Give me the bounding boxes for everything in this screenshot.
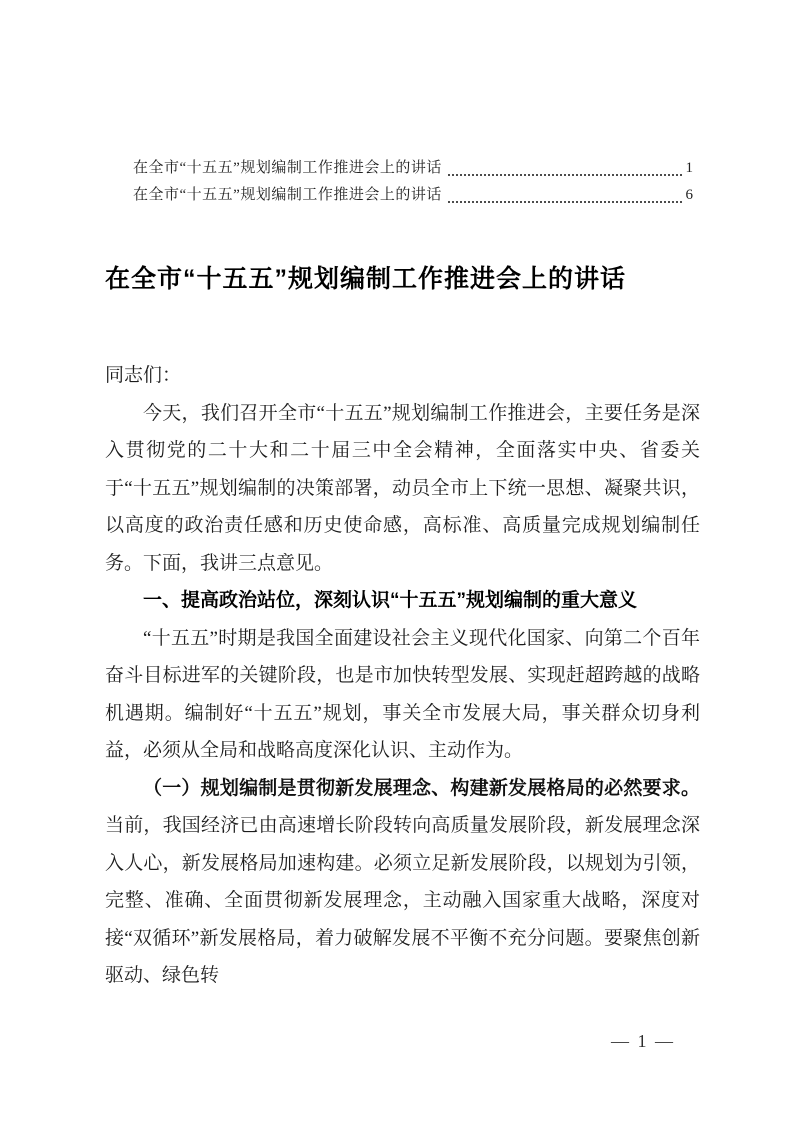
section-heading: 一、提高政治站位，深刻认识“十五五”规划编制的重大意义 [143,590,638,611]
document-title: 在全市“十五五”规划编制工作推进会上的讲话 [105,265,627,293]
toc-entry[interactable] [133,182,693,209]
subsection-lead: （一）规划编制是贯彻新发展理念、构建新发展格局的必然要求。 [143,777,700,799]
table-of-contents [133,155,693,209]
toc-entry-page-number: 1 [685,160,693,176]
subsection-paragraph [105,770,700,995]
toc-dot-leader [448,201,682,203]
toc-entry-title: 在全市“十五五”规划编制工作推进会上的讲话 [133,160,442,176]
toc-entry-page-number: 6 [685,187,693,203]
section-paragraph: “十五五”时期是我国全面建设社会主义现代化国家、向第二个百年奋斗目标进军的关键阶段，也是市加快转型发展、实现赶超跨越的战略机遇期。编制好“十五五”规划，事关全市发展大局，事关群众切身利益，必须从全局和战略高度深化认识、主动作为。 [105,627,700,761]
toc-entry[interactable] [133,155,693,182]
document-body [105,357,700,995]
toc-dot-leader [448,174,682,176]
intro-paragraph: 今天，我们召开全市“十五五”规划编制工作推进会，主要任务是深入贯彻党的二十大和二十届三中全会精神，全面落实中央、省委关于“十五五”规划编制的决策部署，动员全市上下统一思想、凝聚共识，以高度的政治责任感和历史使命感，高标准、高质量完成规划编制任务。下面，我讲三点意见。 [105,402,700,574]
page-number: — 1 — [611,1031,675,1051]
subsection-text: 当前，我国经济已由高速增长阶段转向高质量发展阶段，新发展理念深入人心，新发展格局加速构建。必须立足新发展阶段，以规划为引领，完整、准确、全面贯彻新发展理念，主动融入国家重大战略，深度对接“双循环”新发展格局，着力破解发展不平衡不充分问题。要聚焦创新驱动、绿色转 [105,815,700,986]
toc-entry-title: 在全市“十五五”规划编制工作推进会上的讲话 [133,187,442,203]
salutation: 同志们： [105,365,182,386]
